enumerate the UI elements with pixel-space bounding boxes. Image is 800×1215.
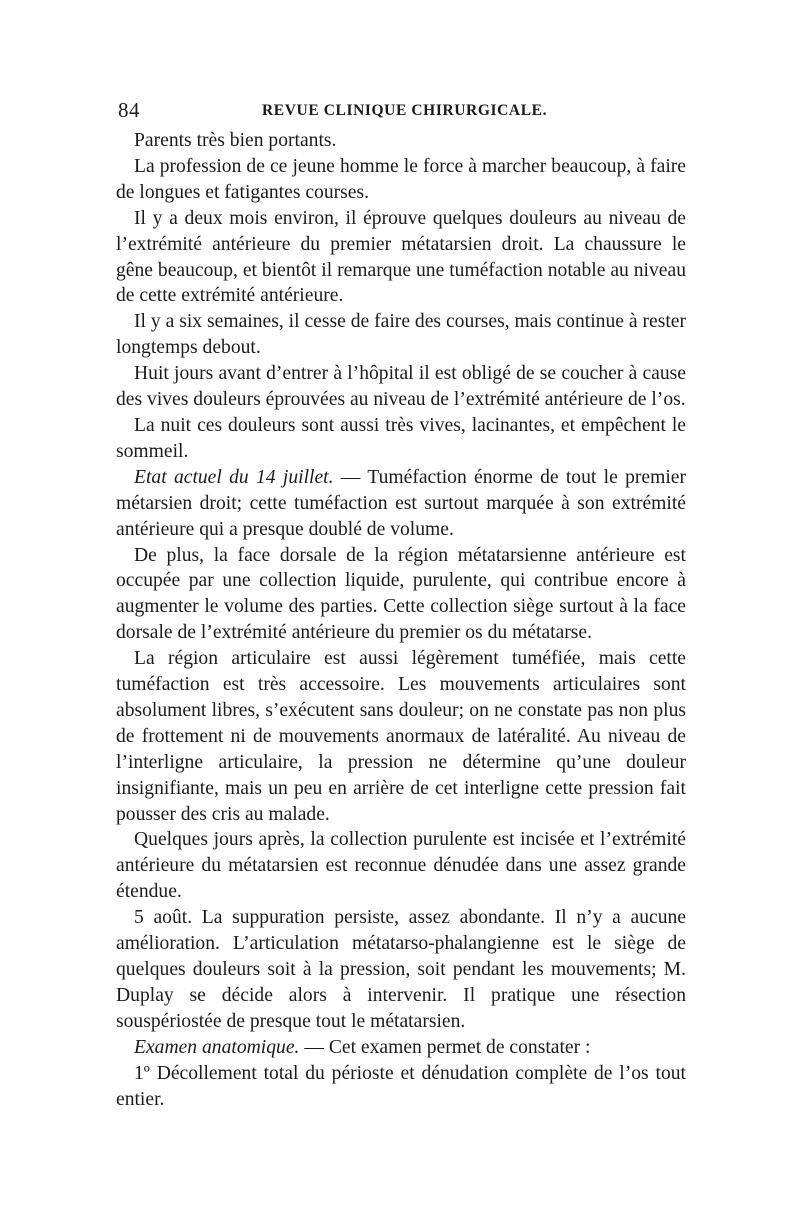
paragraph: 1º Décollement total du périoste et dénudation complète de l’os tout entier. bbox=[116, 1062, 686, 1110]
paragraph: 5 août. La suppuration persiste, assez abondante. Il n’y a aucune amélioration. L’articulation métatarso-phalangienne est le siège de quelques douleurs soit à la pression, soit pendant les mouvements; M. Duplay se décide alors à intervenir. Il pratique une résection souspériostée de presque tout le métatarsien. bbox=[116, 907, 686, 1032]
paragraph: La nuit ces douleurs sont aussi très vives, lacinantes, et empêchent le sommeil. bbox=[116, 414, 686, 462]
paragraph-etat-actuel bbox=[116, 465, 686, 543]
paragraph: Il y a six semaines, il cesse de faire des courses, mais continue à rester longtemps debout. bbox=[116, 311, 686, 359]
paragraph: Quelques jours après, la collection purulente est incisée et l’extrémité antérieure du métatarsien est reconnue dénudée dans une assez grande étendue. bbox=[116, 829, 686, 903]
body-text bbox=[116, 128, 686, 1112]
etat-actuel-label: Etat actuel du 14 juillet. bbox=[134, 466, 334, 488]
etat-actuel-text: — Tuméfaction énorme de tout le premier métarsien droit; cette tuméfaction est surtout marquée à son extrémité antérieure qui a presque doublé de volume. bbox=[116, 466, 686, 540]
paragraph: La profession de ce jeune homme le force à marcher beaucoup, à faire de longues et fatigantes courses. bbox=[116, 155, 686, 203]
examen-text: — Cet examen permet de constater : bbox=[299, 1036, 591, 1058]
examen-label: Examen anatomique. bbox=[134, 1036, 300, 1058]
page-number: 84 bbox=[118, 98, 140, 122]
paragraph: La région articulaire est aussi légèrement tuméfiée, mais cette tuméfaction est très accessoire. Les mouvements articulaires sont absolument libres, s’exécutent sans douleur; on ne constate pas non plus de frottement ni de mouvements anormaux de latéralité. Au niveau de l’interligne articulaire, la pression ne détermine qu’une douleur insignifiante, mais un peu en arrière de cet interligne cette pression fait pousser des cris au malade. bbox=[116, 648, 686, 825]
paragraph: Huit jours avant d’entrer à l’hôpital il est obligé de se coucher à cause des vives douleurs éprouvées au niveau de l’extrémité antérieure de l’os. bbox=[116, 363, 686, 411]
running-title: REVUE CLINIQUE CHIRURGICALE. bbox=[262, 102, 548, 119]
paragraph: Il y a deux mois environ, il éprouve quelques douleurs au niveau de l’extrémité antérieure du premier métatarsien droit. La chaussure le gêne beaucoup, et bientôt il remarque une tuméfaction notable au niveau de cette extrémité antérieure. bbox=[116, 207, 686, 307]
paragraph: De plus, la face dorsale de la région métatarsienne antérieure est occupée par une collection liquide, purulente, qui contribue encore à augmenter le volume des parties. Cette collection siège surtout à la face dorsale de l’extrémité antérieure du premier os du métatarse. bbox=[116, 544, 686, 644]
paragraph: Parents très bien portants. bbox=[134, 130, 337, 151]
paragraph-examen bbox=[116, 1035, 686, 1061]
